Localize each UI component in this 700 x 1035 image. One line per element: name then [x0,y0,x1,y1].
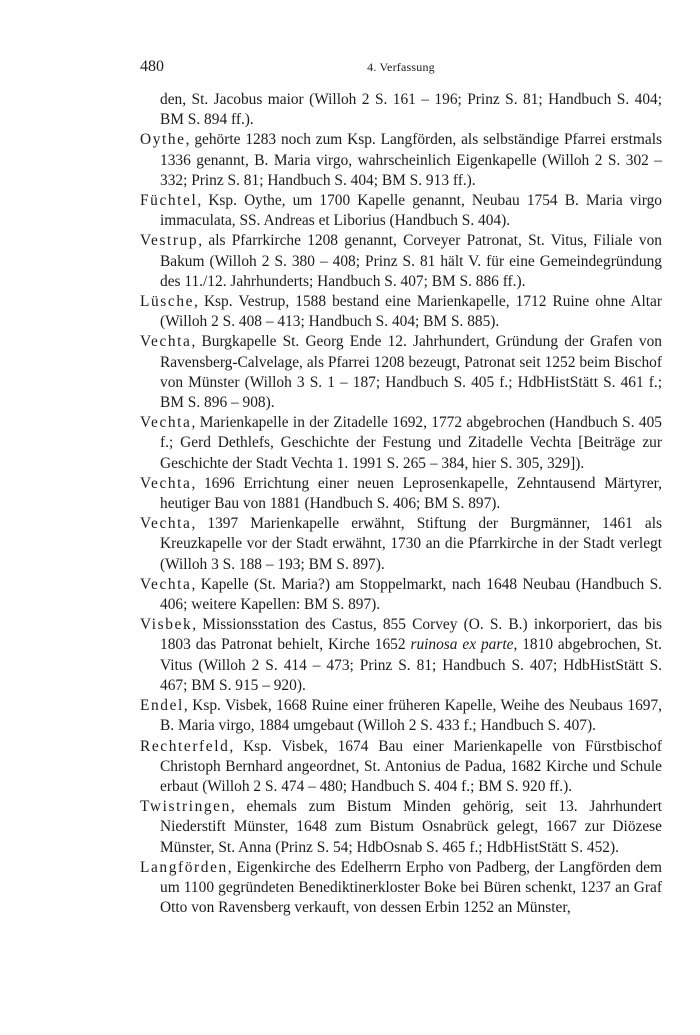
place-name: Vechta [140,474,192,492]
entry-list [140,90,662,918]
entry-text: , Burgkapelle St. Georg Ende 12. Jahrhundert, Gründung der Grafen von Ravensberg-Calvelage, als Pfarrei 1208 bezeugt, Patronat seit 1252 beim Bischof von Münster (Willoh 3 S. 1 – 187; Handbuch S. 405 f.; HdbHistStätt S. 461 f.; BM S. 896 – 908). [160,333,662,412]
place-name: Vechta [140,515,192,533]
place-name: Endel [140,697,184,715]
entry-text: , als Pfarrkirche 1208 genannt, Corveyer Patronat, St. Vitus, Filiale von Bakum (Willoh 2 S. 380 – 408; Prinz S. 81 hält V. für eine Gemeindegründung des 11./12. Jahrhunderts; Handbuch S. 407; BM S. 886 ff.). [160,232,662,290]
place-name: Vechta [140,333,192,351]
list-item [140,474,662,514]
place-name: Lüsche [140,293,195,311]
list-item [140,575,662,615]
entry-text: , Ksp. Vestrup, 1588 bestand eine Marienkapelle, 1712 Ruine ohne Altar (Willoh 2 S. 408 – 413; Handbuch S. 404; BM S. 885). [160,293,662,331]
entry-text: den, St. Jacobus maior (Willoh 2 S. 161 – 196; Prinz S. 81; Handbuch S. 404; BM S. 894 ff.). [160,91,662,129]
entry-text: , 1810 abgebrochen, St. Vitus (Willoh 2 S. 414 – 473; Prinz S. 81; Handbuch S. 407; HdbHistStätt S. 467; BM S. 915 – 920). [160,636,662,694]
entry-text: , Ksp. Oythe, um 1700 Kapelle genannt, Neubau 1754 B. Maria virgo immaculata, SS. Andreas et Liborius (Handbuch S. 404). [160,192,662,230]
place-name: Füchtel [140,192,198,210]
entry-text: , Kapelle (St. Maria?) am Stoppelmarkt, nach 1648 Neubau (Handbuch S. 406; weitere Kapellen: BM S. 897). [160,575,662,614]
list-item [140,332,662,413]
place-name: Langförden [140,858,228,876]
entry-text: , ehemals zum Bistum Minden gehörig, seit 13. Jahrhundert Niederstift Münster, 1648 zum Bistum Osnabrück gelegt, 1667 zur Diözese Münster, St. Anna (Prinz S. 54; HdbOsnab S. 465 f.; HdbHistStätt S. 452). [160,798,662,856]
place-name: Vechta [140,414,192,432]
place-name: Oythe [140,131,186,149]
list-item [140,858,662,919]
latin-phrase: ruinosa ex parte [410,636,514,654]
list-item [140,90,662,130]
entry-text: , Missionsstation des Castus, 855 Corvey (O. S. B.) inkorporiert, das bis 1803 das Patronat behielt, Kirche 1652 [160,616,662,654]
place-name: Rechterfeld [140,737,230,755]
entry-text: , 1397 Marienkapelle erwähnt, Stiftung der Burgmänner, 1461 als Kreuzkapelle vor der Stadt erwähnt, 1730 an die Pfarrkirche in der Stadt verlegt (Willoh 3 S. 188 – 193; BM S. 897). [160,515,662,573]
page-header [140,58,662,80]
place-name: Visbek [140,616,193,634]
list-item [140,130,662,191]
entry-text: , Marienkapelle in der Zitadelle 1692, 1772 abgebrochen (Handbuch S. 405 f.; Gerd Dethlefs, Geschichte der Festung und Zitadelle Vechta [Beiträge zur Geschichte der Stadt Vechta 1. 1991 S. 265 – 384, hier S. 305, 329]). [160,414,662,472]
place-name: Vestrup [140,232,199,250]
running-head: 4. Verfassung [367,60,435,74]
list-item [140,191,662,231]
entry-text: , Eigenkirche des Edelherrn Erpho von Padberg, der Langförden dem um 1100 gegründeten Benediktinerkloster Boke bei Büren schenkt, 1237 an Graf Otto von Ravensberg verkauft, von dessen Erbin 1252 an Münster, [160,858,662,917]
place-name: Twistringen [140,798,231,816]
entry-text: , 1696 Errichtung einer neuen Leprosenkapelle, Zehntausend Märtyrer, heutiger Bau von 1881 (Handbuch S. 406; BM S. 897). [160,474,662,513]
list-item [140,292,662,332]
entry-text: , gehörte 1283 noch zum Ksp. Langförden, als selbständige Pfarrei erstmals 1336 genannt, B. Maria virgo, wahrscheinlich Eigenkapelle (Willoh 2 S. 302 – 332; Prinz S. 81; Handbuch S. 404; BM S. 913 ff.). [160,131,662,189]
list-item [140,231,662,292]
list-item [140,797,662,858]
page-number: 480 [140,58,164,75]
list-item [140,615,662,696]
list-item [140,413,662,474]
list-item [140,696,662,736]
place-name: Vechta [140,575,192,593]
list-item [140,737,662,798]
entry-text: , Ksp. Visbek, 1668 Ruine einer früheren Kapelle, Weihe des Neubaus 1697, B. Maria virgo, 1884 umgebaut (Willoh 2 S. 433 f.; Handbuch S. 407). [160,697,662,735]
entry-text: , Ksp. Visbek, 1674 Bau einer Marienkapelle von Fürstbischof Christoph Bernhard angeordnet, St. Antonius de Padua, 1682 Kirche und Schule erbaut (Willoh 2 S. 474 – 480; Handbuch S. 404 f.; BM S. 920 ff.). [160,737,662,795]
list-item [140,514,662,575]
